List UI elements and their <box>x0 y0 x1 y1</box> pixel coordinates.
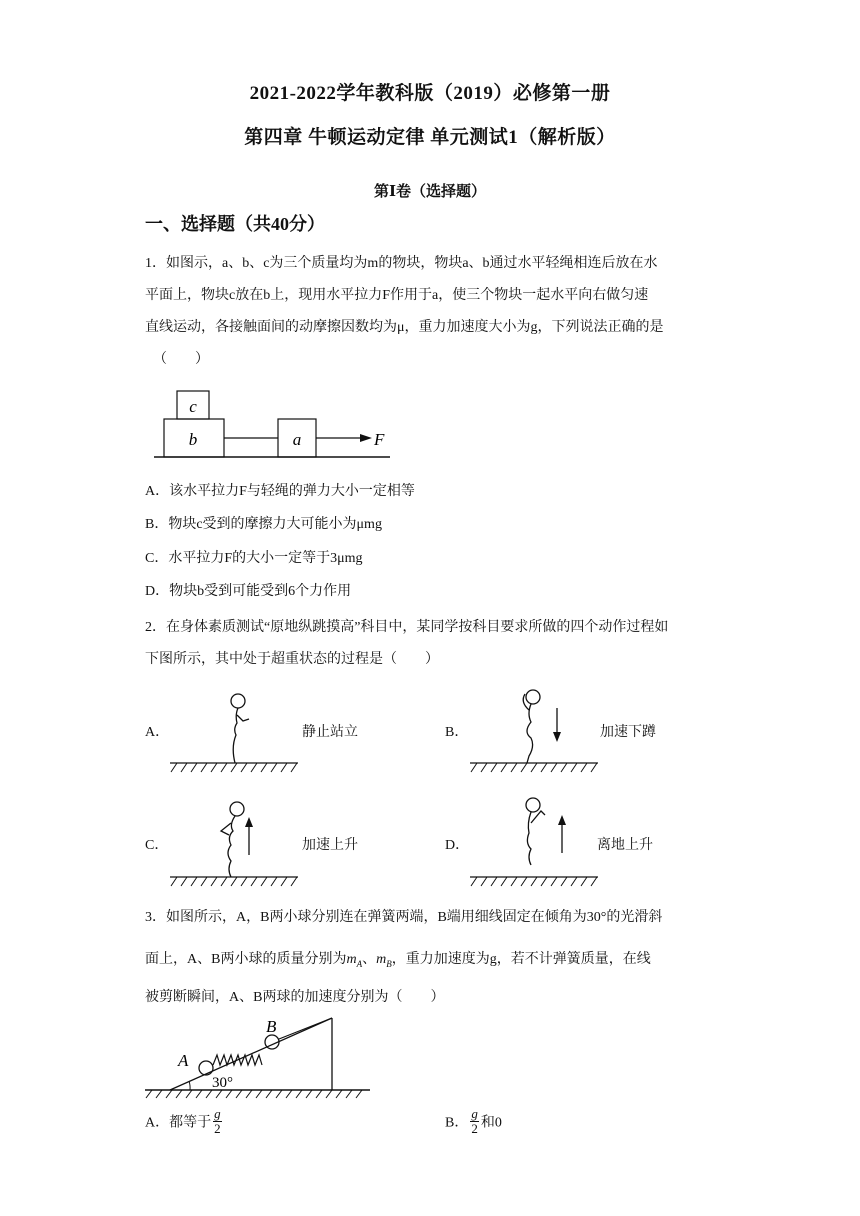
q2-option-d-caption: 离地上升 <box>597 838 653 853</box>
ball-b-label: B <box>266 1017 277 1036</box>
q2-option-c-caption: 加速上升 <box>302 838 358 853</box>
fraction-denominator: 2 <box>214 1121 221 1136</box>
question-3-line: 被剪断瞬间，A、B两球的加速度分别为（ ） <box>145 989 445 1005</box>
ball-a <box>199 1061 213 1075</box>
block-b-label: b <box>188 430 198 449</box>
string <box>279 1018 332 1039</box>
fraction-numerator: g <box>471 1106 478 1121</box>
angle-label: 30° <box>212 1075 233 1091</box>
q2-option-a-caption: 静止站立 <box>302 725 358 740</box>
incline-figure <box>140 1010 380 1100</box>
figure-rising <box>165 795 305 890</box>
question-2-line: 下图所示，其中处于超重状态的过程是（ ） <box>145 652 439 667</box>
force-label: F <box>374 430 385 449</box>
question-1 <box>145 248 725 376</box>
document-subtitle: 第四章 牛顿运动定律 单元测试1（解析版） <box>244 127 616 148</box>
q1-option-d: D．物块b受到可能受到6个力作用 <box>145 584 352 599</box>
q2-option-c-letter: C． <box>145 838 169 853</box>
q1-option-c: C．水平拉力F的大小一定等于3μmg <box>145 551 363 566</box>
blocks-figure <box>150 385 400 465</box>
incline-surface <box>170 1018 332 1090</box>
question-2 <box>145 612 725 676</box>
q3-option-b <box>445 1107 502 1136</box>
ball-a-label: A <box>178 1051 189 1070</box>
section-heading: 一、选择题（共40分） <box>145 214 325 234</box>
volume-heading: 第Ⅰ卷（选择题） <box>373 184 487 200</box>
question-3-text: ，重力加速度为g，若不计弹簧质量，在线 <box>391 952 651 967</box>
q2-option-d-letter: D． <box>445 838 470 853</box>
mass-a-symbol: m <box>346 952 357 967</box>
q3-option-a <box>145 1107 224 1136</box>
q3-option-b-suffix: 和0 <box>480 1115 502 1131</box>
document-title: 2021-2022学年教科版（2019）必修第一册 <box>249 83 611 104</box>
question-3-line: 3．如图所示，A，B两小球分别连在弹簧两端，B端用细线固定在倾角为30°的光滑斜 <box>145 910 663 925</box>
q2-option-b-caption: 加速下蹲 <box>600 725 656 740</box>
question-2-line: 2．在身体素质测试“原地纵跳摸高”科目中，某同学按科目要求所做的四个动作过程如 <box>145 620 669 635</box>
mass-b-subscript: B <box>386 958 392 969</box>
q2-option-a-letter: A． <box>145 725 170 740</box>
question-1-line: 平面上，物块c放在b上，现用水平拉力F作用于a，使三个物块一起水平向右做匀速 <box>145 288 649 303</box>
force-arrow-head <box>360 434 372 442</box>
fraction-numerator: g <box>214 1106 221 1121</box>
fraction <box>213 1107 222 1136</box>
q1-option-b: B．物块c受到的摩擦力大可能小为μmg <box>145 517 382 532</box>
q2-option-b-letter: B． <box>445 725 469 740</box>
mass-a-subscript: A <box>356 958 363 969</box>
fraction-denominator: 2 <box>471 1121 478 1136</box>
question-3-line <box>145 944 725 980</box>
question-1-line: 直线运动，各接触面间的动摩擦因数均为μ，重力加速度大小为g，下列说法正确的是 <box>145 320 664 335</box>
q3-option-b-letter: B． <box>445 1115 469 1131</box>
mass-b-symbol: m <box>376 952 387 967</box>
q3-option-a-text: A．都等于 <box>145 1115 212 1131</box>
figure-squatting <box>465 680 605 775</box>
question-1-line: 1．如图示，a、b、c为三个质量均为m的物块，物块a、b通过水平轻绳相连后放在水 <box>145 256 658 271</box>
q1-option-a: A．该水平拉力F与轻绳的弹力大小一定相等 <box>145 484 415 499</box>
question-3-text: 面上，A、B两小球的质量分别为 <box>145 952 347 967</box>
figure-standing <box>165 685 305 775</box>
block-a-label: a <box>292 430 302 449</box>
question-3 <box>145 902 725 1014</box>
block-c-label: c <box>189 397 197 416</box>
figure-leaving-ground <box>465 793 605 890</box>
question-1-line: （ ） <box>153 352 209 367</box>
fraction <box>470 1107 479 1136</box>
separator: 、 <box>362 952 377 967</box>
